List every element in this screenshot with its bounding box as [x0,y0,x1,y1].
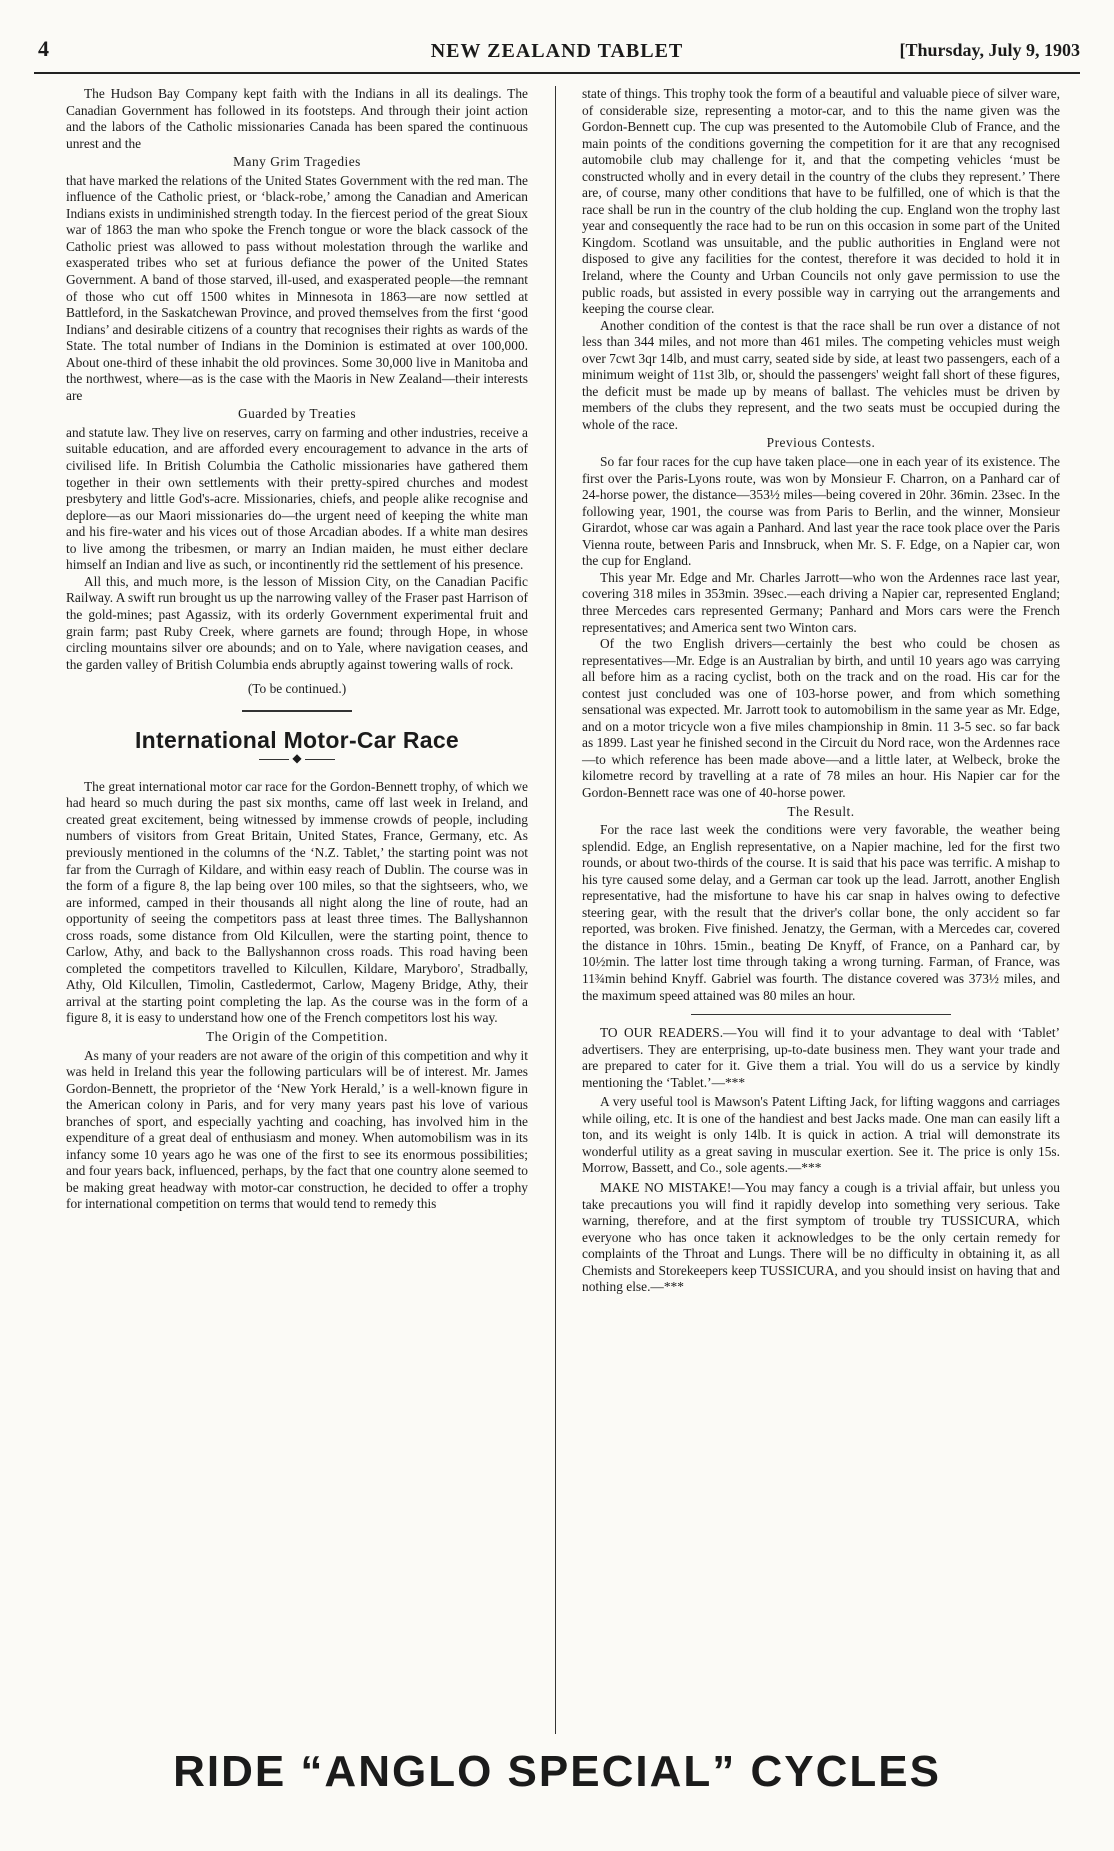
continued-note: (To be continued.) [247,681,347,697]
section-separator [242,710,352,712]
paragraph: The great international motor car race for the Gordon-Bennett trophy, of which we had heard so much during the past six months, came off last week in Ireland, and created great excitement, being witnessed by immense crowds of people, including numbers of visitors from Great Britain, United States, France, Germany, etc. As previously mentioned in the columns of the ‘N.Z. Tablet,’ the starting point was not far from the Curragh of Kildare, and within easy reach of Dublin. The course was in the form of a figure 8, the lap being over 100 miles, so that the sightseers, who, we are informed, camped in their thousands all night along the line of route, had an opportunity of seeing the competitors pass at least three times. The Ballyshannon cross roads, some distance from Old Kilcullen, were the starting point, thence to Carlow, Athy, and back to the Ballyshannon cross roads. This road having been completed the competitors travelled to Kilcullen, Kildare, Maryboro', Stradbally, Athy, Old Kilcullen, Timolin, Castledermot, Carlow, Mageny Bridge, Athy, their arrival at the starting point completing the lap. As the course was in the form of a figure 8, it is easy to understand how one of the French competitors lost his way. [66,778,528,1026]
notice: TO OUR READERS.—You will find it to your advantage to deal with ‘Tablet’ advertisers. They are enterprising, up-to-date business men. They want your trade and are prepared to cater for it. Give them a trial. You will do us a service by kindly mentioning the ‘Tablet.’—*** [582,1025,1060,1090]
page-number: 4 [38,36,49,61]
footer-advertisement: RIDE “ANGLO SPECIAL” CYCLES [173,1747,941,1796]
notice: MAKE NO MISTAKE!—You may fancy a cough is a trivial affair, but unless you take precautions you will find it rapidly develop into something very serious. Take warning, therefore, and at the first symptom of trouble try TUSSICURA, which everyone who has once taken it acknowledges to be the only certain remedy for complaints of the Throat and Lungs. There will be no difficulty in obtaining it, as all Chemists and Storekeepers keep TUSSICURA, and you should insist on having that and nothing else.—*** [582,1180,1060,1295]
notice: A very useful tool is Mawson's Patent Lifting Jack, for lifting waggons and carriages while oiling, etc. It is one of the handiest and best Jacks made. One man can easily lift a ton, and its weight is only 14lb. It is quick in action. A trial will demonstrate its wonderful utility as a great saving in muscular exertion. See it. The price is only 15s. Morrow, Bassett, and Co., sole agents.—*** [582,1094,1060,1176]
paragraph: For the race last week the conditions were very favorable, the weather being splendid. Edge, an English representative, on a Napier machine, led for the first two rounds, or about two-thirds of the course. It is said that his pace was terrific. A mishap to his tyre caused some delay, and a German car took up the lead. Jarrott, another English representative, had the misfortune to have his car snap in halves owing to defective steering gear, with the result that the driver's collar bone, the only accident so far reported, was broken. Five finished. Jenatzy, the German, with a Mercedes car, covered the distance in 10hrs. 15min., beating De Knyff, of France, on a Panhard car, by 10½min. The latter lost time through taking a wrong turning. Farman, of France, was 11¾min behind Knyff. Gabriel was fourth. The distance covered was 373½ miles, and the maximum speed attained was 80 miles an hour. [582,822,1060,1003]
paragraph: that have marked the relations of the United States Government with the red man. The influence of the Catholic priest, or ‘black-robe,’ among the Canadian and American Indians exists in undiminished strength today. In the fiercest period of the great Sioux war of 1863 the man who spoke the French tongue or wore the black cassock of the Catholic priest was allowed to pass without molestation through the warlike and exasperated tribes who set at furious defiance the power of the United States Government. A band of those starved, ill-used, and exasperated people—the remnant of those who cut off 1500 whites in Minnesota in 1863—are now settled at Battleford, in the Saskatchewan Province, and proved themselves from the first ‘good Indians’ and desirable citizens of a country that recognises their rights as wards of the State. The total number of Indians in the Dominion is estimated at over 100,000. About one-third of these inhabit the old provinces. Some 30,000 live in Manitoba and the northwest, where—as is the case with the Maoris in New Zealand—their interests are [66,172,528,403]
subheading: Guarded by Treaties [237,406,357,422]
page-header [34,32,1080,72]
title-ornament: ◆ [66,750,528,767]
left-column [66,86,528,1213]
article-title: International Motor-Car Race [134,726,460,753]
issue-date: [Thursday, July 9, 1903 [899,40,1080,60]
paragraph: Another condition of the contest is that the race shall be run over a distance of not less than 344 miles, and not more than 461 miles. The competing vehicles must weigh over 7cwt 3qr 14lb, and must carry, seated side by side, at least two passengers, each of a minimum weight of 11st 3lb, or, should the passengers' weight fall short of these figures, the deficit must be made up by means of ballast. The vehicles must be driven by members of the clubs they represent, and the two seats must be occupied during the whole of the race. [582,317,1060,432]
notices-section [582,1014,1060,1296]
right-column [582,86,1060,1299]
subheading: The Origin of the Competition. [206,1028,388,1044]
paragraph: and statute law. They live on reserves, carry on farming and other industries, receive a suitable education, and are afforded every encouragement to advance in the arts of civilised life. In British Columbia the Catholic missionaries have gathered them together in their own settlements with their pretty-spired churches and modest presbytery and little God's-acre. Missionaries, chiefs, and people alike recognise and deplore—as our Maori missionaries do—the urgent need of keeping the white man and his fire-water and his vices out of those Arcadian abodes. If a white man desires to live among the tribesmen, or marry an Indian maiden, he must either declare himself an Indian and live as such, or incontinently rid the settlement of his presence. [66,424,528,573]
masthead: NEW ZEALAND TABLET [430,40,684,62]
column-divider [555,86,556,1734]
paragraph: state of things. This trophy took the form of a beautiful and valuable piece of silver ware, of considerable size, representing a motor-car, and to this the name given was the Gordon-Bennett cup. The cup was presented to the Automobile Club of France, and the main points of the conditions governing the competition for it are that any recognised automobile club may challenge for it, and that the competing vehicles ‘must be constructed wholly and in every detail in the country of the clubs they represent.’ There are, of course, many other conditions that have to be fulfilled, one of which is that the race shall be run in the country of the club holding the cup. England won the trophy last year and consequently the race had to be run on this occasion in some part of the United Kingdom. Scotland was unsuitable, and the public authorities in England were not disposed to give any facilities for the contest, therefore it was decided to hold it in Ireland, where the County and Urban Councils not only gave permission to use the public roads, but assisted in every possible way in carrying out the arrangements and keeping the course clear. [582,86,1060,317]
subheading: Many Grim Tragedies [233,154,361,170]
subheading: Previous Contests. [766,435,876,451]
subheading: The Result. [787,803,855,819]
paragraph: So far four races for the cup have taken place—one in each year of its existence. The first over the Paris-Lyons route, was won by Monsieur F. Charron, on a Panhard car of 24-horse power, the distance—353½ miles—being covered in 20hr. 36min. 23sec. In the following year, 1901, the course was from Paris to Berlin, and the winner, Monsieur Girardot, whose car was again a Panhard. And last year the race took place over the Paris Vienna route, between Paris and Innsbruck, when Mr. S. F. Edge, on a Napier car, won the cup for England. [582,454,1060,569]
header-rule [34,72,1080,74]
paragraph: The Hudson Bay Company kept faith with the Indians in all its dealings. The Canadian Government has followed in its footsteps. And through their joint action and the labors of the Catholic missionaries Canada has been spared the continuous unrest and the [66,86,528,151]
notices-rule [691,1014,951,1015]
paragraph: Of the two English drivers—certainly the best who could be chosen as representatives—Mr. Edge is an Australian by birth, and until 10 years ago was carrying all before him as a racing cyclist, both on the track and on the road. His car for the contest just concluded was one of 103-horse power, and from which something sensational was expected. Mr. Jarrott took to automobilism in the same year as Mr. Edge, and on a motor tricycle won a five miles championship in 8min. 11 3-5 sec. so far back as 1899. Last year he finished second in the Circuit du Nord race, won the Ardennes race—to which reference has been made above—and a little later, at Welbeck, broke the kilometre record by travelling at a rate of 78 miles an hour. His Napier car for the Gordon-Bennett race was one of 40-horse power. [582,636,1060,800]
paragraph: All this, and much more, is the lesson of Mission City, on the Canadian Pacific Railway. A swift run brought us up the narrowing valley of the Fraser past Harrison of the gold-mines; past Agassiz, with its orderly Government experimental fruit and grain farm; past Ruby Creek, where garnets are found; through Hope, in whose circling mountains silver ore abounds; and on to Yale, where navigation ceases, and the garden valley of British Columbia ends abruptly against towering walls of rock. [66,573,528,672]
paragraph: This year Mr. Edge and Mr. Charles Jarrott—who won the Ardennes race last year, covering 318 miles in 353min. 39sec.—each driving a Napier car, represented England; three Mercedes cars represented Germany; Panhard and Mors cars were the French representatives; and America sent two Winton cars. [582,569,1060,635]
paragraph: As many of your readers are not aware of the origin of this competition and why it was held in Ireland this year the following particulars will be of interest. Mr. James Gordon-Bennett, the proprietor of the ‘New York Herald,’ is a well-known figure in the American colony in Paris, and for very many years past his love of various branches of sport, and especially yachting and coaching, has involved him in the expenditure of a great deal of enthusiasm and money. When automobilism was in its infancy some 10 years ago he was one of the first to see its enormous possibilities; and four years back, influenced, perhaps, by the fact that one country alone seemed to be making great headway with motor-car construction, he decided to offer a trophy for international competition on terms that would tend to remedy this [66,1047,528,1212]
